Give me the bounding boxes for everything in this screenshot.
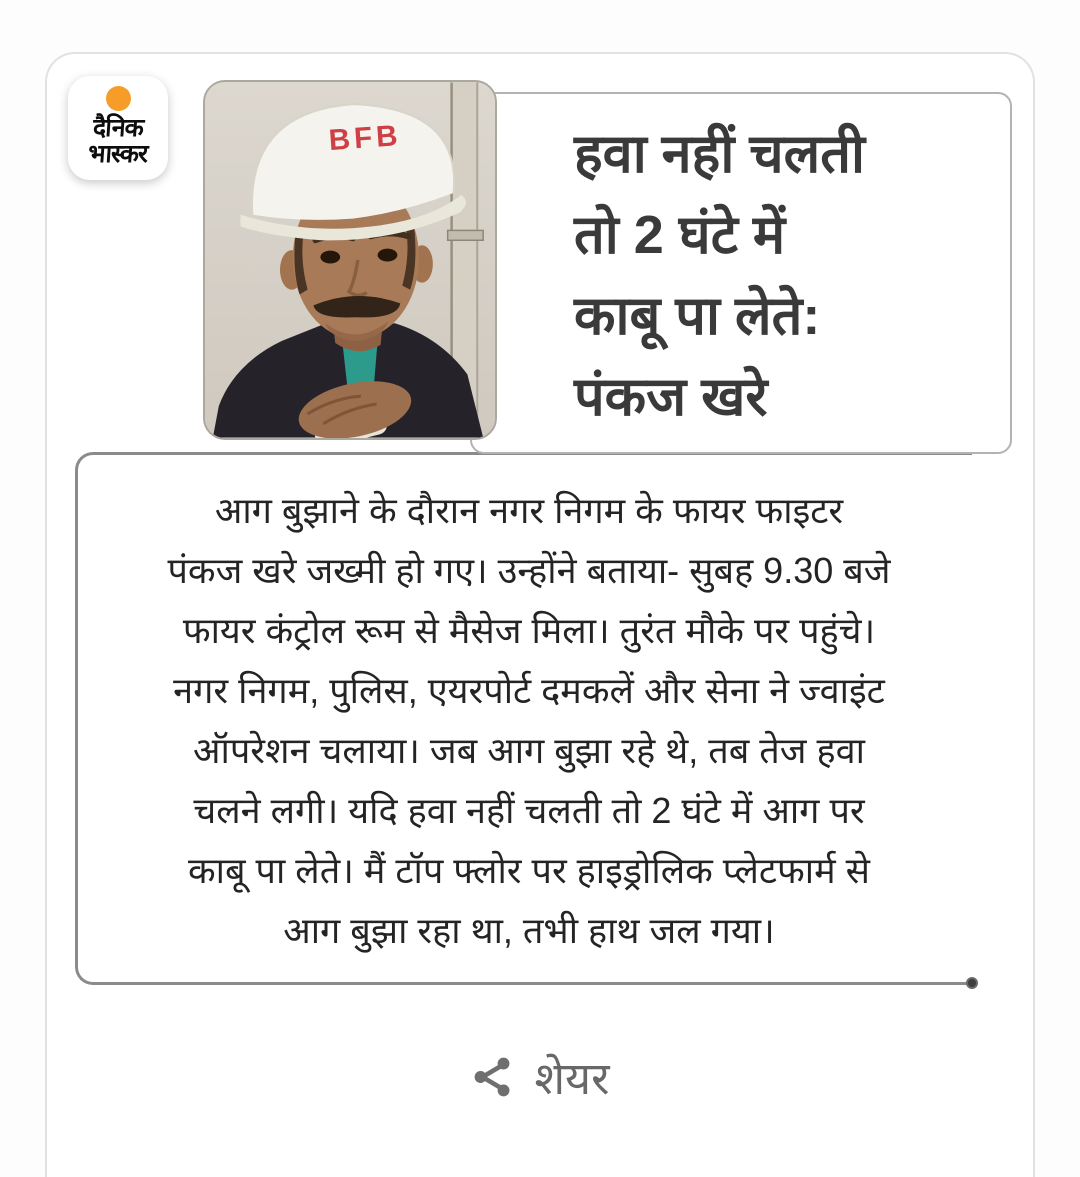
- headline-line-2: तो 2 घंटे में: [574, 205, 786, 265]
- headline-line-4: पंकज खरे: [574, 367, 768, 427]
- helmet-bfb-text: BFB: [327, 119, 403, 158]
- logo-name-line2: भास्कर: [87, 140, 149, 168]
- headline-line-3: काबू पा लेते:: [574, 286, 821, 346]
- logo-name-line1: दैनिक: [92, 114, 144, 142]
- portrait-illustration: [205, 82, 495, 438]
- share-label: शेयर: [534, 1052, 610, 1104]
- body-line-6: चलने लगी। यदि हवा नहीं चलती तो 2 घंटे में आग पर: [193, 790, 865, 831]
- headline-box: [470, 92, 1012, 454]
- firefighter-portrait-photo: [203, 80, 497, 440]
- quote-body-box: [75, 452, 972, 985]
- share-button[interactable]: [0, 1042, 1080, 1112]
- body-line-7: काबू पा लेते। मैं टॉप फ्लोर पर हाइड्रोलिक प्लेटफार्म से: [187, 850, 870, 891]
- body-line-2: पंकज खरे जख्मी हो गए। उन्होंने बताया- सुबह 9.30 बजे: [167, 550, 891, 591]
- logo-sun-icon: [106, 86, 131, 111]
- dainik-bhaskar-logo: [68, 76, 168, 180]
- body-line-3: फायर कंट्रोल रूम से मैसेज मिला। तुरंत मौके पर पहुंचे।: [182, 610, 876, 651]
- body-line-4: नगर निगम, पुलिस, एयरपोर्ट दमकलें और सेना ने ज्वाइंट: [173, 670, 885, 711]
- body-line-8: आग बुझा रहा था, तभी हाथ जल गया।: [283, 910, 775, 951]
- body-line-5: ऑपरेशन चलाया। जब आग बुझा रहे थे, तब तेज हवा: [193, 730, 865, 771]
- headline-line-1: हवा नहीं चलती: [574, 124, 865, 184]
- share-icon: [470, 1054, 516, 1100]
- body-line-1: आग बुझाने के दौरान नगर निगम के फायर फाइटर: [214, 490, 844, 531]
- quote-box-end-dot: [966, 977, 978, 989]
